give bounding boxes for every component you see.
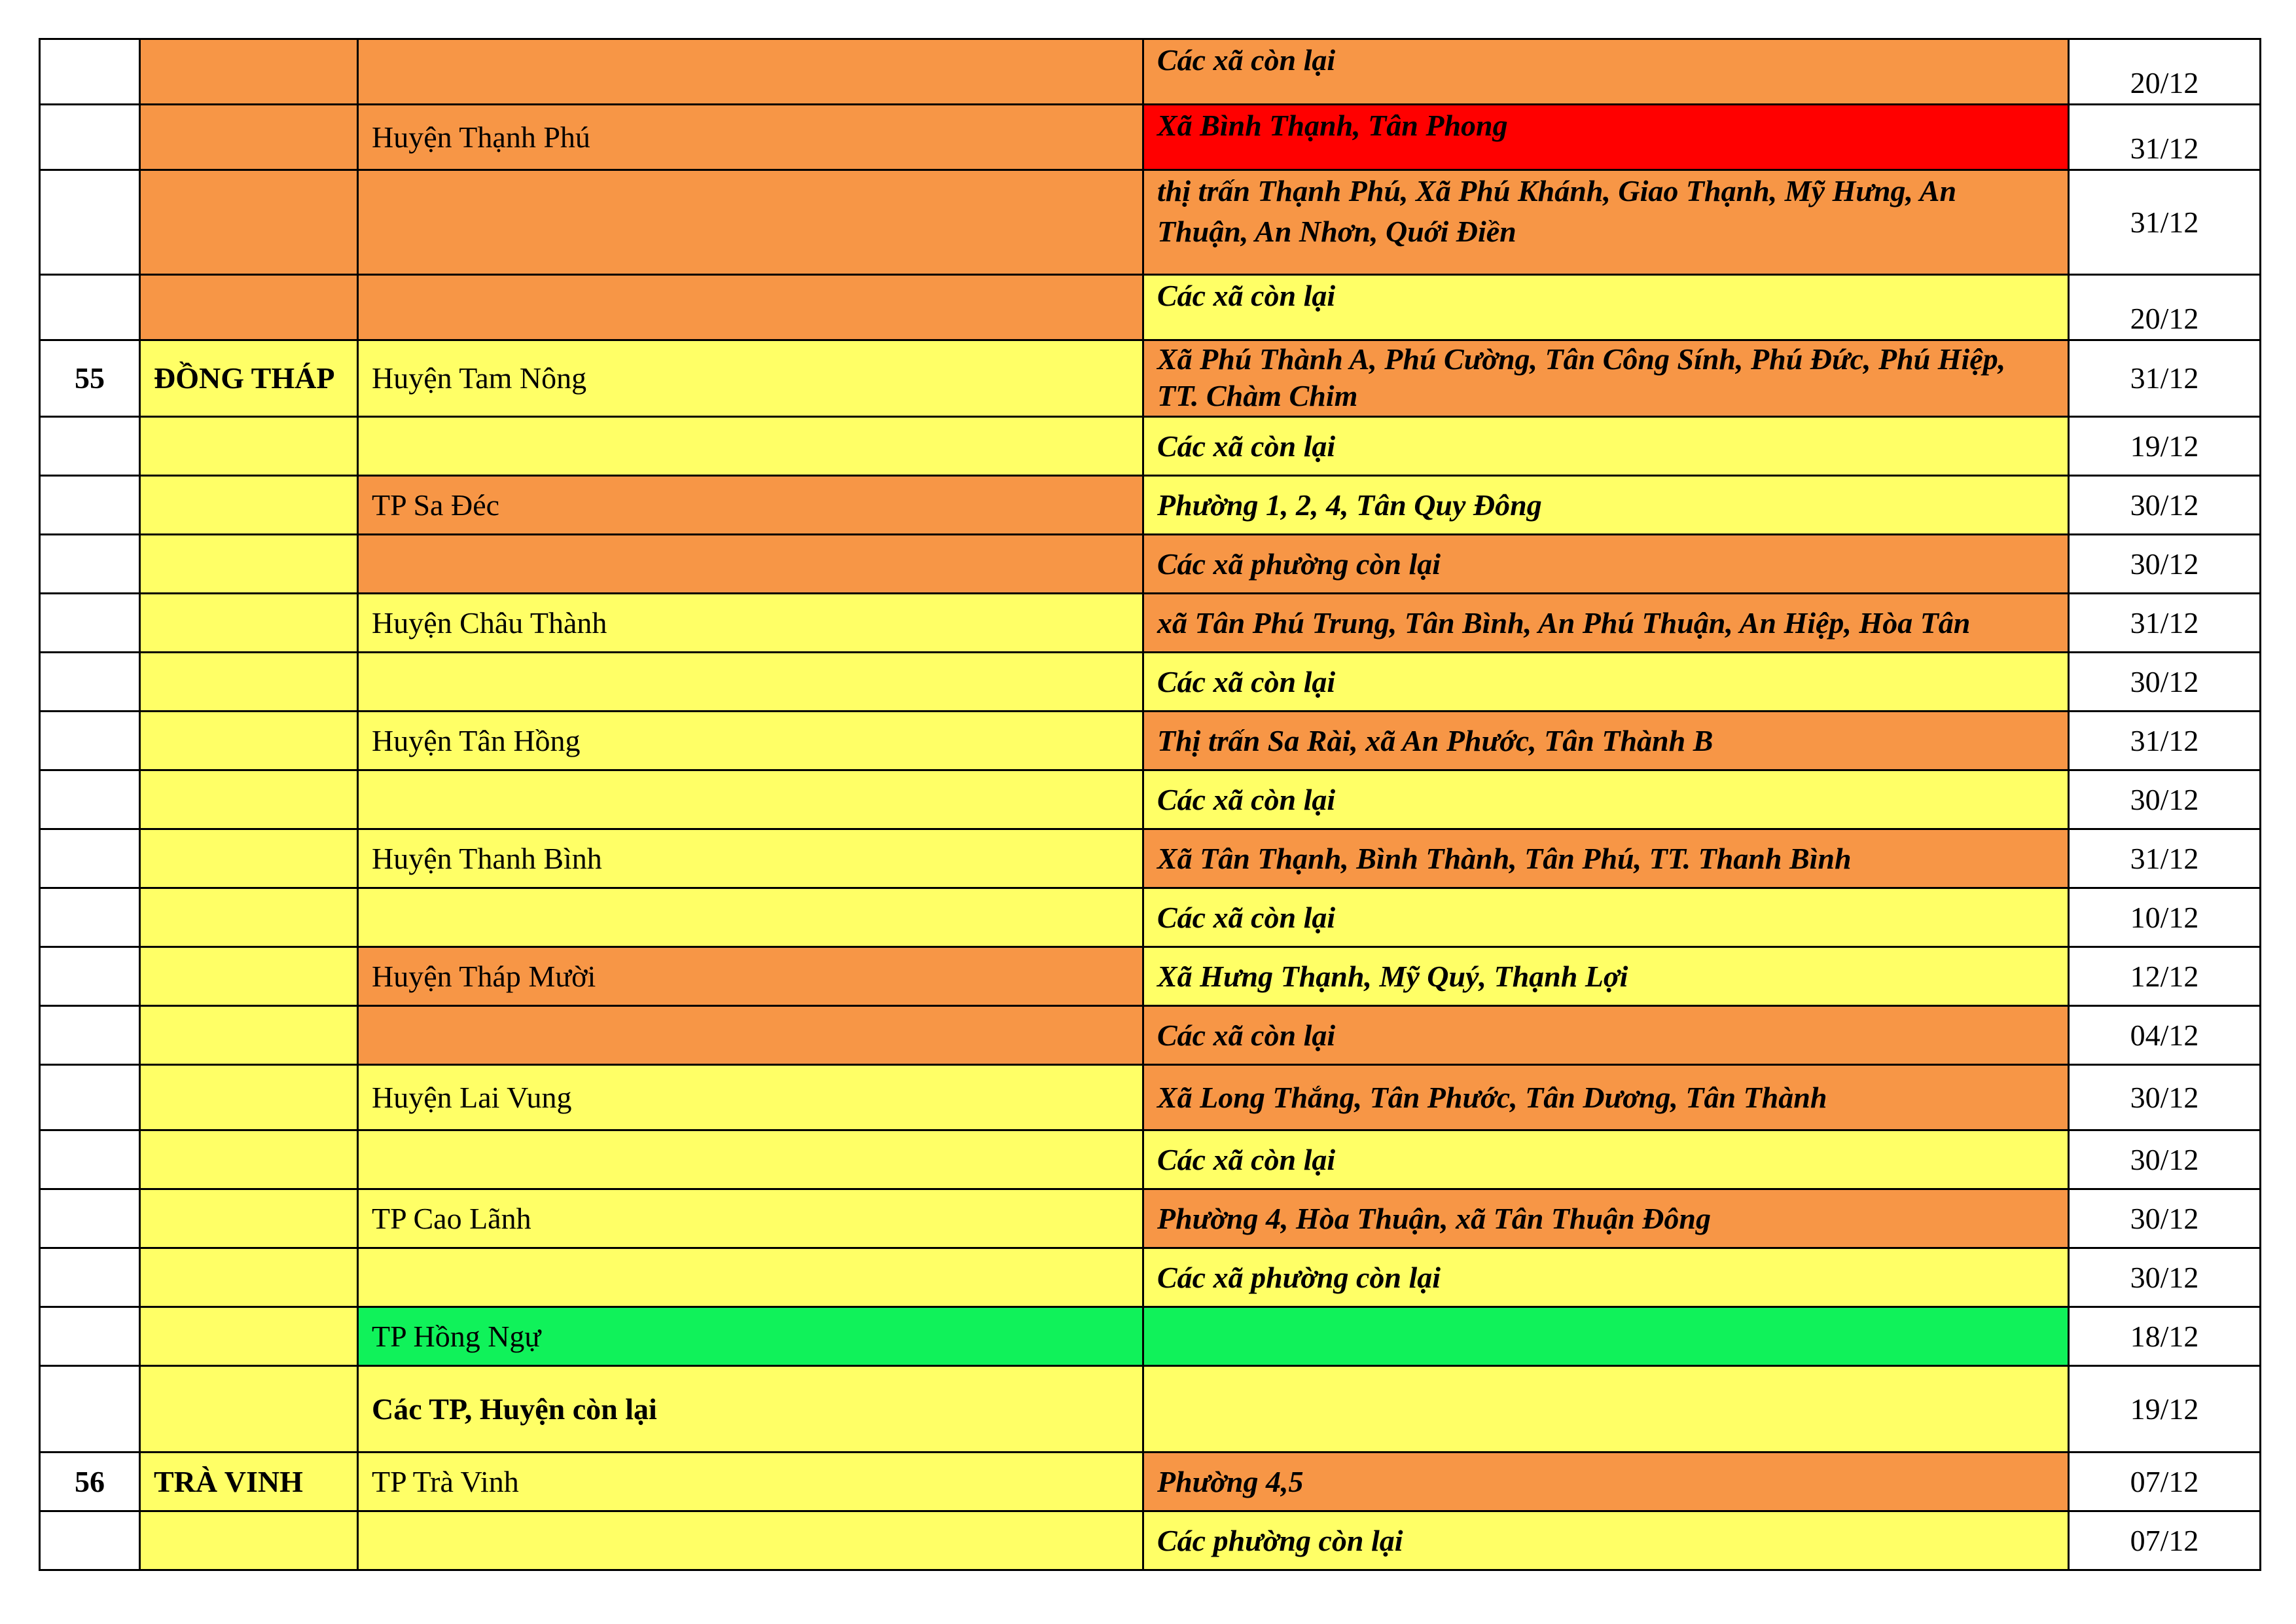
district-cell <box>358 535 1143 594</box>
province-cell <box>140 105 358 170</box>
commune-cell: thị trấn Thạnh Phú, Xã Phú Khánh, Giao Thạnh, Mỹ Hưng, An Thuận, An Nhơn, Quới Điền <box>1143 170 2069 275</box>
province-cell <box>140 1248 358 1307</box>
row-number-cell <box>40 417 140 476</box>
table-row <box>40 770 2261 829</box>
commune-cell: Thị trấn Sa Rài, xã An Phước, Tân Thành B <box>1143 712 2069 770</box>
province-cell: ĐỒNG THÁP <box>140 340 358 417</box>
table-row <box>40 712 2261 770</box>
date-cell: 12/12 <box>2069 947 2261 1006</box>
province-cell <box>140 594 358 653</box>
row-number-cell <box>40 1065 140 1130</box>
district-cell: Các TP, Huyện còn lại <box>358 1366 1143 1453</box>
table-row <box>40 594 2261 653</box>
date-cell: 31/12 <box>2069 170 2261 275</box>
commune-cell <box>1143 1366 2069 1453</box>
table-row <box>40 653 2261 712</box>
district-cell: Huyện Tam Nông <box>358 340 1143 417</box>
table-row <box>40 829 2261 888</box>
row-number-cell <box>40 275 140 340</box>
district-cell: TP Cao Lãnh <box>358 1189 1143 1248</box>
province-cell <box>140 829 358 888</box>
row-number-cell <box>40 476 140 535</box>
table-row <box>40 275 2261 340</box>
commune-cell: Các xã còn lại <box>1143 770 2069 829</box>
table-row <box>40 1511 2261 1570</box>
date-cell: 31/12 <box>2069 829 2261 888</box>
province-cell <box>140 1366 358 1453</box>
district-cell <box>358 888 1143 947</box>
row-number-cell <box>40 888 140 947</box>
row-number-cell <box>40 594 140 653</box>
table-row <box>40 476 2261 535</box>
district-cell <box>358 39 1143 105</box>
district-cell: Huyện Tân Hồng <box>358 712 1143 770</box>
row-number-cell <box>40 712 140 770</box>
date-cell: 31/12 <box>2069 105 2261 170</box>
table-row <box>40 39 2261 105</box>
date-cell: 18/12 <box>2069 1307 2261 1366</box>
province-cell <box>140 1511 358 1570</box>
commune-cell: Xã Tân Thạnh, Bình Thành, Tân Phú, TT. Thanh Bình <box>1143 829 2069 888</box>
table-row <box>40 947 2261 1006</box>
district-cell: Huyện Thạnh Phú <box>358 105 1143 170</box>
province-cell <box>140 653 358 712</box>
province-cell <box>140 888 358 947</box>
province-cell <box>140 1130 358 1189</box>
commune-cell <box>1143 1307 2069 1366</box>
date-cell: 30/12 <box>2069 1189 2261 1248</box>
date-cell: 20/12 <box>2069 275 2261 340</box>
table-row <box>40 1006 2261 1065</box>
district-cell <box>358 1248 1143 1307</box>
date-cell: 31/12 <box>2069 594 2261 653</box>
district-cell <box>358 1006 1143 1065</box>
commune-cell: Các xã còn lại <box>1143 1130 2069 1189</box>
province-cell <box>140 170 358 275</box>
date-cell: 30/12 <box>2069 1065 2261 1130</box>
date-cell: 07/12 <box>2069 1511 2261 1570</box>
commune-cell: Xã Phú Thành A, Phú Cường, Tân Công Sính, Phú Đức, Phú Hiệp, TT. Chàm Chim <box>1143 340 2069 417</box>
table-row <box>40 1453 2261 1511</box>
commune-cell: Các xã còn lại <box>1143 275 2069 340</box>
table-row <box>40 340 2261 417</box>
date-cell: 19/12 <box>2069 1366 2261 1453</box>
row-number-cell <box>40 535 140 594</box>
date-cell: 10/12 <box>2069 888 2261 947</box>
date-cell: 30/12 <box>2069 476 2261 535</box>
date-cell: 30/12 <box>2069 653 2261 712</box>
document-sheet <box>39 38 2259 1571</box>
row-number-cell <box>40 39 140 105</box>
table-row <box>40 170 2261 275</box>
province-cell <box>140 1189 358 1248</box>
district-cell <box>358 417 1143 476</box>
commune-cell: Các xã phường còn lại <box>1143 535 2069 594</box>
district-cell: TP Sa Đéc <box>358 476 1143 535</box>
date-cell: 07/12 <box>2069 1453 2261 1511</box>
date-cell: 30/12 <box>2069 1130 2261 1189</box>
commune-cell: Phường 1, 2, 4, Tân Quy Đông <box>1143 476 2069 535</box>
row-number-cell <box>40 947 140 1006</box>
commune-cell: Các xã còn lại <box>1143 888 2069 947</box>
row-number-cell <box>40 170 140 275</box>
table-row <box>40 417 2261 476</box>
date-cell: 31/12 <box>2069 712 2261 770</box>
row-number-cell: 56 <box>40 1453 140 1511</box>
commune-cell: Phường 4, Hòa Thuận, xã Tân Thuận Đông <box>1143 1189 2069 1248</box>
table-row <box>40 1248 2261 1307</box>
date-cell: 30/12 <box>2069 535 2261 594</box>
row-number-cell: 55 <box>40 340 140 417</box>
commune-cell: Các xã còn lại <box>1143 653 2069 712</box>
date-cell: 30/12 <box>2069 1248 2261 1307</box>
row-number-cell <box>40 1130 140 1189</box>
province-cell <box>140 417 358 476</box>
date-cell: 20/12 <box>2069 39 2261 105</box>
province-cell <box>140 770 358 829</box>
row-number-cell <box>40 1511 140 1570</box>
commune-cell: Các xã còn lại <box>1143 1006 2069 1065</box>
district-cell: TP Trà Vinh <box>358 1453 1143 1511</box>
commune-cell: Các xã phường còn lại <box>1143 1248 2069 1307</box>
province-cell <box>140 39 358 105</box>
province-cell: TRÀ VINH <box>140 1453 358 1511</box>
row-number-cell <box>40 829 140 888</box>
district-cell: Huyện Thanh Bình <box>358 829 1143 888</box>
district-cell: Huyện Tháp Mười <box>358 947 1143 1006</box>
date-cell: 31/12 <box>2069 340 2261 417</box>
zone-schedule-table <box>39 38 2261 1571</box>
date-cell: 30/12 <box>2069 770 2261 829</box>
district-cell <box>358 170 1143 275</box>
commune-cell: Các xã còn lại <box>1143 417 2069 476</box>
table-row <box>40 888 2261 947</box>
row-number-cell <box>40 1189 140 1248</box>
row-number-cell <box>40 1248 140 1307</box>
table-row <box>40 1130 2261 1189</box>
district-cell <box>358 1511 1143 1570</box>
province-cell <box>140 275 358 340</box>
table-row <box>40 535 2261 594</box>
district-cell: Huyện Lai Vung <box>358 1065 1143 1130</box>
row-number-cell <box>40 653 140 712</box>
province-cell <box>140 535 358 594</box>
commune-cell: Xã Bình Thạnh, Tân Phong <box>1143 105 2069 170</box>
province-cell <box>140 1307 358 1366</box>
table-row <box>40 1189 2261 1248</box>
commune-cell: Xã Long Thắng, Tân Phước, Tân Dương, Tân Thành <box>1143 1065 2069 1130</box>
table-row <box>40 1366 2261 1453</box>
commune-cell: Xã Hưng Thạnh, Mỹ Quý, Thạnh Lợi <box>1143 947 2069 1006</box>
commune-cell: Phường 4,5 <box>1143 1453 2069 1511</box>
district-cell <box>358 653 1143 712</box>
date-cell: 19/12 <box>2069 417 2261 476</box>
row-number-cell <box>40 1307 140 1366</box>
province-cell <box>140 1065 358 1130</box>
row-number-cell <box>40 770 140 829</box>
row-number-cell <box>40 1366 140 1453</box>
row-number-cell <box>40 105 140 170</box>
row-number-cell <box>40 1006 140 1065</box>
province-cell <box>140 712 358 770</box>
district-cell: TP Hồng Ngự <box>358 1307 1143 1366</box>
commune-cell: Các phường còn lại <box>1143 1511 2069 1570</box>
province-cell <box>140 476 358 535</box>
province-cell <box>140 1006 358 1065</box>
province-cell <box>140 947 358 1006</box>
table-row <box>40 1307 2261 1366</box>
date-cell: 04/12 <box>2069 1006 2261 1065</box>
district-cell <box>358 275 1143 340</box>
district-cell <box>358 1130 1143 1189</box>
commune-cell: Các xã còn lại <box>1143 39 2069 105</box>
table-row <box>40 1065 2261 1130</box>
district-cell: Huyện Châu Thành <box>358 594 1143 653</box>
district-cell <box>358 770 1143 829</box>
commune-cell: xã Tân Phú Trung, Tân Bình, An Phú Thuận, An Hiệp, Hòa Tân <box>1143 594 2069 653</box>
table-row <box>40 105 2261 170</box>
